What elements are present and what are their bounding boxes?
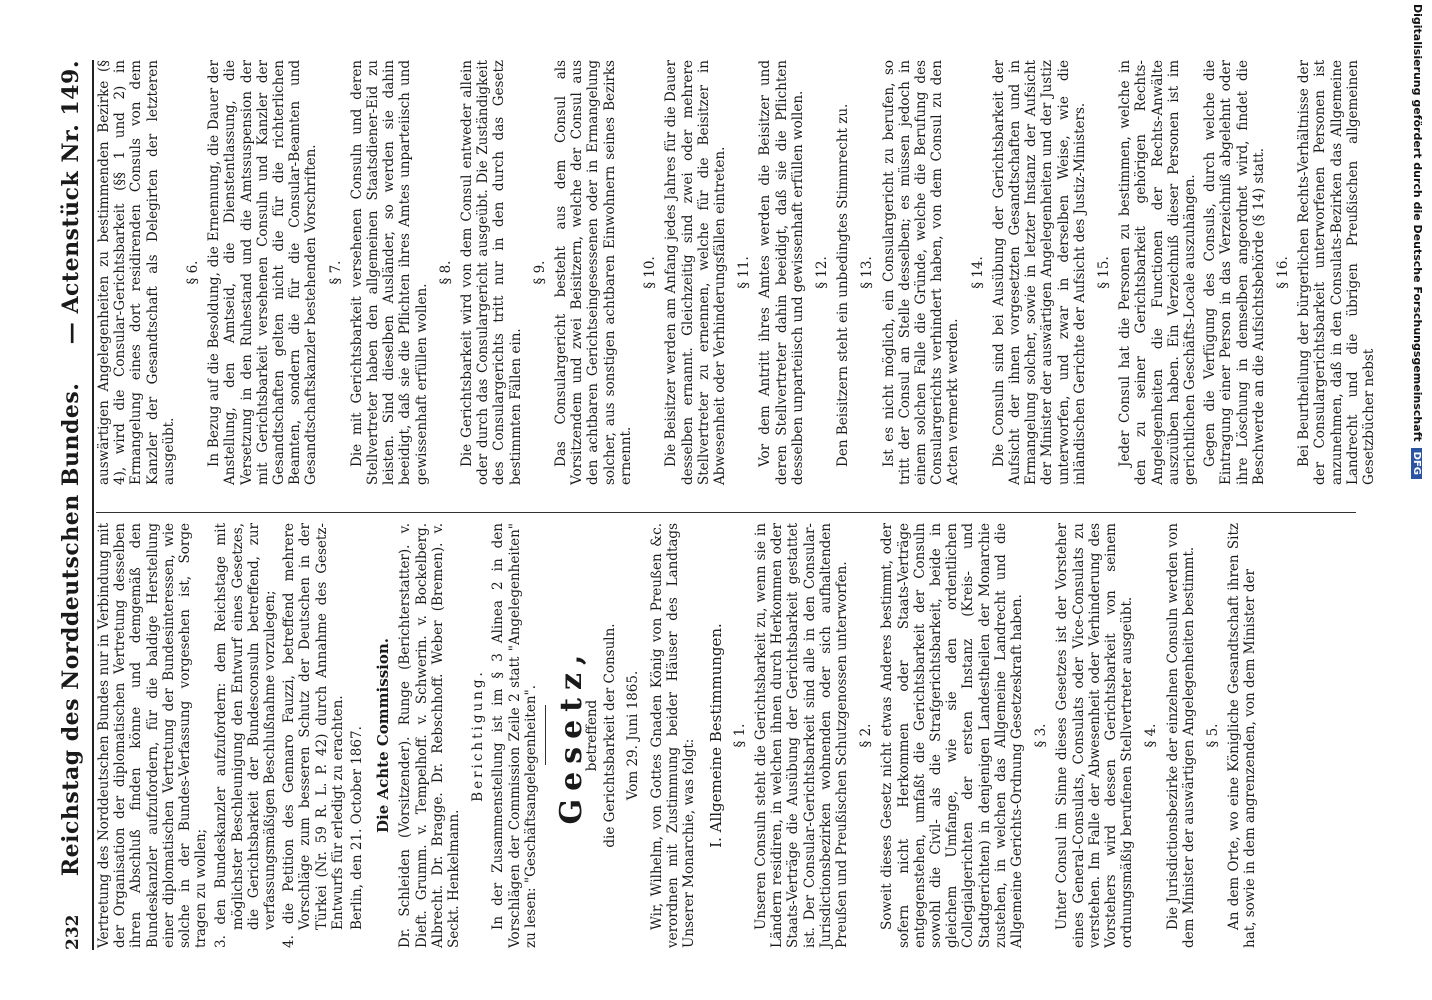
commission-title: Die Achte Commission. xyxy=(374,638,393,833)
paragraph-text: Die Jurisdictionsbezirke der einzelnen Consuln werden von dem Minister der auswärtigen Angelegenheiten bestimmt. xyxy=(1164,523,1197,948)
paragraph-text: Ist es nicht möglich, ein Consulargericht zu berufen, so tritt der Consul an Stelle desselben; es müssen jedoch in einem solchen Falle die Gründe, welche die Berufung des Consulargerichts verhindert haben, von dem Consul zu den Acten vermerkt werden. xyxy=(880,60,962,485)
paragraph-text: Unter Consul im Sinne dieses Gesetzes ist der Vorsteher eines General-Consulats, Consulats oder Vice-Consulats zu verstehen. Im Falle der Abwesenheit oder Verhinderung des Vorstehers wird dessen Gerichtsbarkeit von seinem ordnungsmäßig berufenen Stellvertreter ausgeübt. xyxy=(1054,523,1136,948)
paragraph-label: § 11. xyxy=(736,256,753,289)
page-header xyxy=(58,60,94,950)
paragraph-label: § 3. xyxy=(1033,723,1050,748)
paragraph-text: Den Beisitzern steht ein unbedingtes Stimmrecht zu. xyxy=(835,103,852,467)
paragraph-text: Das Consulargericht besteht aus dem Consul als Vorsitzendem und zwei Beisitzern, welche der Consul aus den achtbaren Gerichtseingesessenen oder in Ermangelung solcher, aus sonstigen achtbaren Einwohnern seines Bezirks ernennt. xyxy=(553,60,634,485)
paragraph-label: § 5. xyxy=(1204,723,1221,748)
law-subject: die Gerichtsbarkeit der Consuln. xyxy=(602,623,619,848)
paragraph-text: Die Beisitzer werden am Anfang jedes Jahres für die Dauer desselben ernannt. Gleichzeitig sind zwei oder mehrere Stellvertreter zu ernennen, welche für die Beisitzer in Abwesenheit oder Verhinderungsfällen eintreten. xyxy=(663,60,728,485)
correction-title: Berichtigung. xyxy=(470,669,487,802)
funding-text: Digitalisierung gefördert durch die Deutsche Forschungsgemeinschaft xyxy=(1411,4,1424,442)
paragraph-label: § 4. xyxy=(1143,723,1160,748)
funding-notice xyxy=(1411,4,1429,604)
paragraph-text: Vor dem Antritt ihres Amtes werden die Beisitzer und deren Stellvertreter dahin beeidigt, daß sie die Pflichten desselben unparteiisch und gewissenhaft erfüllen wollen. xyxy=(757,60,806,485)
paragraph-label: § 9. xyxy=(531,260,548,285)
paragraph-label: § 15. xyxy=(1095,256,1112,289)
paragraph-label: § 13. xyxy=(859,256,876,289)
separator-line xyxy=(545,706,546,766)
paragraph-label: § 2. xyxy=(858,723,875,748)
law-title: Gesetz, xyxy=(554,646,590,825)
section-heading: I. Allgemeine Bestimmungen. xyxy=(706,623,725,848)
paragraph-text: In Bezug auf die Besoldung, die Ernennung, die Dauer der Anstellung, den Amtseid, die Dienstentlassung, die Versetzung in den Ruhestand und die Amtssuspension der mit Gerichtsbarkeit versehenen Consuln und Kanzler der Gesandtschaften gelten nicht die für die richterlichen Beamten, sondern die für die Consular-Beamten und Gesandtschaftskanzler bestehenden Vorschriften. xyxy=(206,60,320,485)
paragraph-text: Die Gerichtsbarkeit wird von dem Consul entweder allein oder durch das Consulargericht ausgeübt. Die Zuständigkeit des Consulargerichts tritt nur in den durch das Gesetz bestimmten Fällen ein. xyxy=(459,60,524,485)
paragraph-label: § 8. xyxy=(437,260,454,285)
list-item: 4. die Petition des Gennaro Fauzzi, betreffend mehrere Vorschläge zum besseren Schutz der Deutschen in der Türkei (Nr. 59 R. L. P. 42) durch Annahme des Gesetz-Entwurfs für erledigt zu erachten. xyxy=(281,523,346,948)
paragraph-label: § 7. xyxy=(327,260,344,285)
paragraph-label: § 10. xyxy=(642,256,659,289)
left-column xyxy=(96,523,1356,948)
right-column xyxy=(96,60,1378,485)
column-divider xyxy=(96,512,1356,513)
paragraph-text: Soweit dieses Gesetz nicht etwas Anderes bestimmt, oder sofern nicht Herkommen oder Staats-Verträge entgegenstehen, umfaßt die Gerichtsbarkeit der Consuln sowohl die Civil- als die Strafgerichtsbarkeit, beide in gleichem Umfange, wie sie den ordentlichen Collegialgerichten der ersten Instanz (Kreis- und Stadtgerichten) in denjenigen Landestheilen der Monarchie zustehen, in welchen das Allgemeine Landrecht und die Allgemeine Gerichts-Ordnung Gesetzeskraft haben. xyxy=(879,523,1025,948)
paragraph-text: Gegen die Verfügung des Consuls, durch welche die Eintragung einer Person in das Verzeichniß abgelehnt oder ihre Löschung in demselben angeordnet wird, findet die Beschwerde an die Aufsichtsbehörde (§ 14) statt. xyxy=(1202,60,1267,485)
funding-notice-text xyxy=(1411,4,1424,479)
paragraph: Vertretung des Norddeutschen Bundes nur in Verbindung mit der Organisation der diplomatischen Vertretung desselben ihren Abschluß finden könne und demgemäß den Bundeskanzler aufzufordern, für die baldige Herstellung einer diplomatischen Vertretung der Bundesinteressen, wie solche in der Bundes-Verfassung vorgesehen ist, Sorge tragen zu wollen; xyxy=(96,523,210,948)
header-document-number: — Actenstück Nr. 149. xyxy=(58,60,84,345)
paragraph-label: § 16. xyxy=(1275,256,1291,289)
law-betreffend: betreffend xyxy=(584,699,601,772)
commission-members: Dr. Schleiden (Vorsitzender). Runge (Berichterstatter). v. Dieft. Grumm. v. Tempelhoff. v. Schwerin. v. Bockelberg. Albrecht. Dr. Bragge. Dr. Rebschhoff. Weber (Bremen). v. Seckt. Henkelmann. xyxy=(397,523,463,948)
dfg-logo: DFG xyxy=(1411,448,1422,479)
paragraph-text: Bei Beurtheilung der bürgerlichen Rechts-Verhältnisse der der Consulargerichtsbarkeit unterworfenen Personen ist anzunehmen, daß in den Consulats-Bezirken das Allgemeine Landrecht und die übrigen Preußischen allgemeinen Gesetzbücher nebst xyxy=(1296,60,1378,485)
paragraph-label: § 12. xyxy=(813,256,830,289)
paragraph-text: Jeder Consul hat die Personen zu bestimmen, welche in den zu seiner Gerichtsbarkeit gehörigen Rechts-Angelegenheiten die Functionen der Rechts-Anwälte auszuüben haben. Ein Verzeichniß dieser Personen ist im gerichtlichen Geschäfts-Locale auszuhängen. xyxy=(1117,60,1198,485)
list-item: 3. den Bundeskanzler aufzufordern: dem Reichstage mit möglichster Beschleunigung den Entwurf eines Gesetzes, die Gerichtsbarkeit der Bundesconsuln betreffend, zur verfassungsmäßigen Beschlußnahme vorzulegen; xyxy=(213,523,279,948)
law-preamble: Wir, Wilhelm, von Gottes Gnaden König von Preußen &c. verordnen mit Zustimmung beider Häuser des Landtags Unserer Monarchie, was folgt: xyxy=(648,523,698,948)
place-date: Berlin, den 21. October 1867. xyxy=(349,726,366,930)
paragraph-label: § 1. xyxy=(731,723,748,748)
paragraph-label: § 14. xyxy=(969,256,986,289)
paragraph-text: Die Consuln sind bei Ausübung der Gerichtsbarkeit der Aufsicht der ihnen vorgesetzten Gesandtschaften und in Ermangelung solcher, sowie in letzter Instanz der Aufsicht der Minister der auswärtigen Angelegenheiten und der Justiz unterworfen, und zwar in derselben Weise, wie die inländischen Gerichte der Aufsicht des Justiz-Ministers. xyxy=(990,60,1088,485)
header-title: Reichstag des Norddeutschen Bundes. xyxy=(58,382,84,877)
law-date: Vom 29. Juni 1865. xyxy=(624,670,641,801)
correction-text: In der Zusammenstellung ist im § 3 Alinea 2 in den Vorschlägen der Commission Zeile 2 statt "Angelegenheiten" zu lesen: "Geschäftsangelegenheiten". xyxy=(490,523,539,948)
paragraph-text: Die mit Gerichtsbarkeit versehenen Consuln und deren Stellvertreter haben den allgemeinen Staatsdiener-Eid zu leisten. Sind dieselben Ausländer, so werden sie dahin beeidigt, daß sie die Pflichten ihres Amtes unparteiisch und gewissenhaft erfüllen wollen. xyxy=(348,60,430,485)
paragraph-text: auswärtigen Angelegenheiten zu bestimmenden Bezirke (§ 4), wird die Consular-Gerichtsbarkeit (§§ 1 und 2) in Ermangelung eines dort residirenden Consuls von dem Kanzler der Gesandtschaft als Delegirten der letzteren ausgeübt. xyxy=(96,60,177,485)
paragraph-text: Unseren Consuln steht die Gerichtsbarkeit zu, wenn sie in Ländern residiren, in welchen ihnen durch Herkommen oder Staats-Verträge die Ausübung der Gerichtsbarkeit gestattet ist. Der Consular-Gerichtsbarkeit sind alle in den Consular-Jurisdictionsbezirken wohnenden oder sich aufhaltenden Preußen und Preußischen Schutzgenossen unterworfen. xyxy=(752,523,850,948)
page-number: 232 xyxy=(63,914,83,950)
paragraph-text: An dem Orte, wo eine Königliche Gesandtschaft ihren Sitz hat, sowie in dem angrenzenden, von dem Minister der xyxy=(1226,523,1259,948)
paragraph-label: § 6. xyxy=(185,260,202,285)
